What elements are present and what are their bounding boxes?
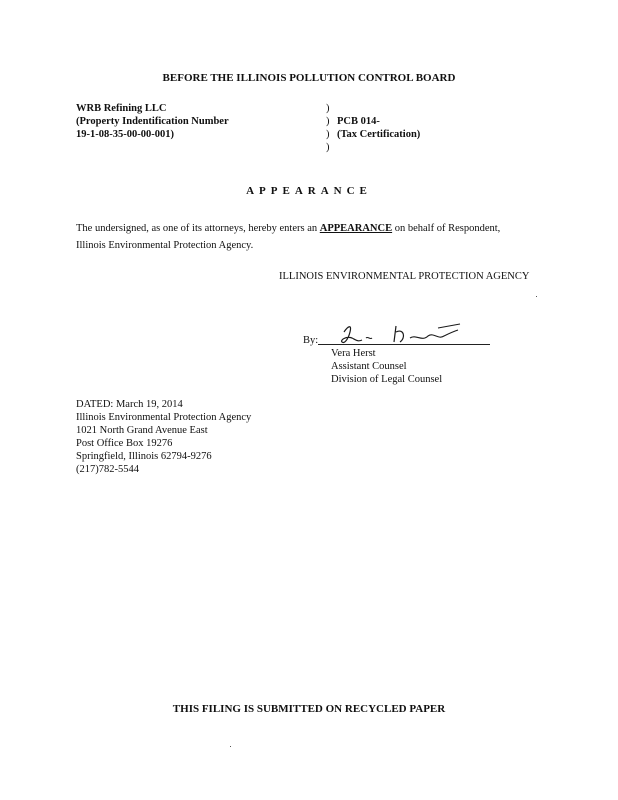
caption-paren: )	[326, 142, 330, 153]
caption-paren: )	[326, 129, 330, 140]
address-street: 1021 North Grand Avenue East	[76, 425, 208, 436]
board-title: BEFORE THE ILLINOIS POLLUTION CONTROL BOARD	[162, 72, 456, 84]
appearance-body-line2: Illinois Environmental Protection Agency.	[76, 240, 254, 251]
phone-number: (217)782-5544	[76, 464, 139, 475]
handwritten-signature	[330, 318, 480, 350]
appearance-body-line1	[76, 222, 500, 235]
case-type: (Tax Certification)	[337, 129, 421, 140]
party-name: WRB Refining LLC	[76, 103, 167, 114]
address-city: Springfield, Illinois 62794-9276	[76, 451, 212, 462]
scan-speck	[230, 746, 231, 747]
caption-paren: )	[326, 116, 330, 127]
caption-paren: )	[326, 103, 330, 114]
scan-speck	[536, 296, 537, 297]
signer-name: Vera Herst	[331, 348, 376, 359]
signing-agency: ILLINOIS ENVIRONMENTAL PROTECTION AGENCY	[279, 271, 530, 282]
appearance-emphasis: APPEARANCE	[319, 223, 393, 234]
signature-line	[318, 344, 490, 345]
property-id-number: 19-1-08-35-00-00-001)	[76, 129, 174, 140]
address-po-box: Post Office Box 19276	[76, 438, 173, 449]
signer-division: Division of Legal Counsel	[331, 374, 443, 385]
appearance-body-text: The undersigned, as one of its attorneys, hereby enters an	[76, 223, 320, 234]
dated-line: DATED: March 19, 2014	[76, 399, 183, 410]
case-number: PCB 014-	[337, 116, 380, 127]
signer-title: Assistant Counsel	[331, 361, 407, 372]
appearance-body-text: on behalf of Respondent,	[392, 223, 501, 234]
property-id-label: (Property Indentification Number	[76, 116, 229, 127]
appearance-title: APPEARANCE	[246, 185, 372, 197]
recycled-paper-notice: THIS FILING IS SUBMITTED ON RECYCLED PAPER	[172, 703, 446, 715]
address-agency: Illinois Environmental Protection Agency	[76, 412, 252, 423]
by-label: By:	[303, 335, 319, 346]
